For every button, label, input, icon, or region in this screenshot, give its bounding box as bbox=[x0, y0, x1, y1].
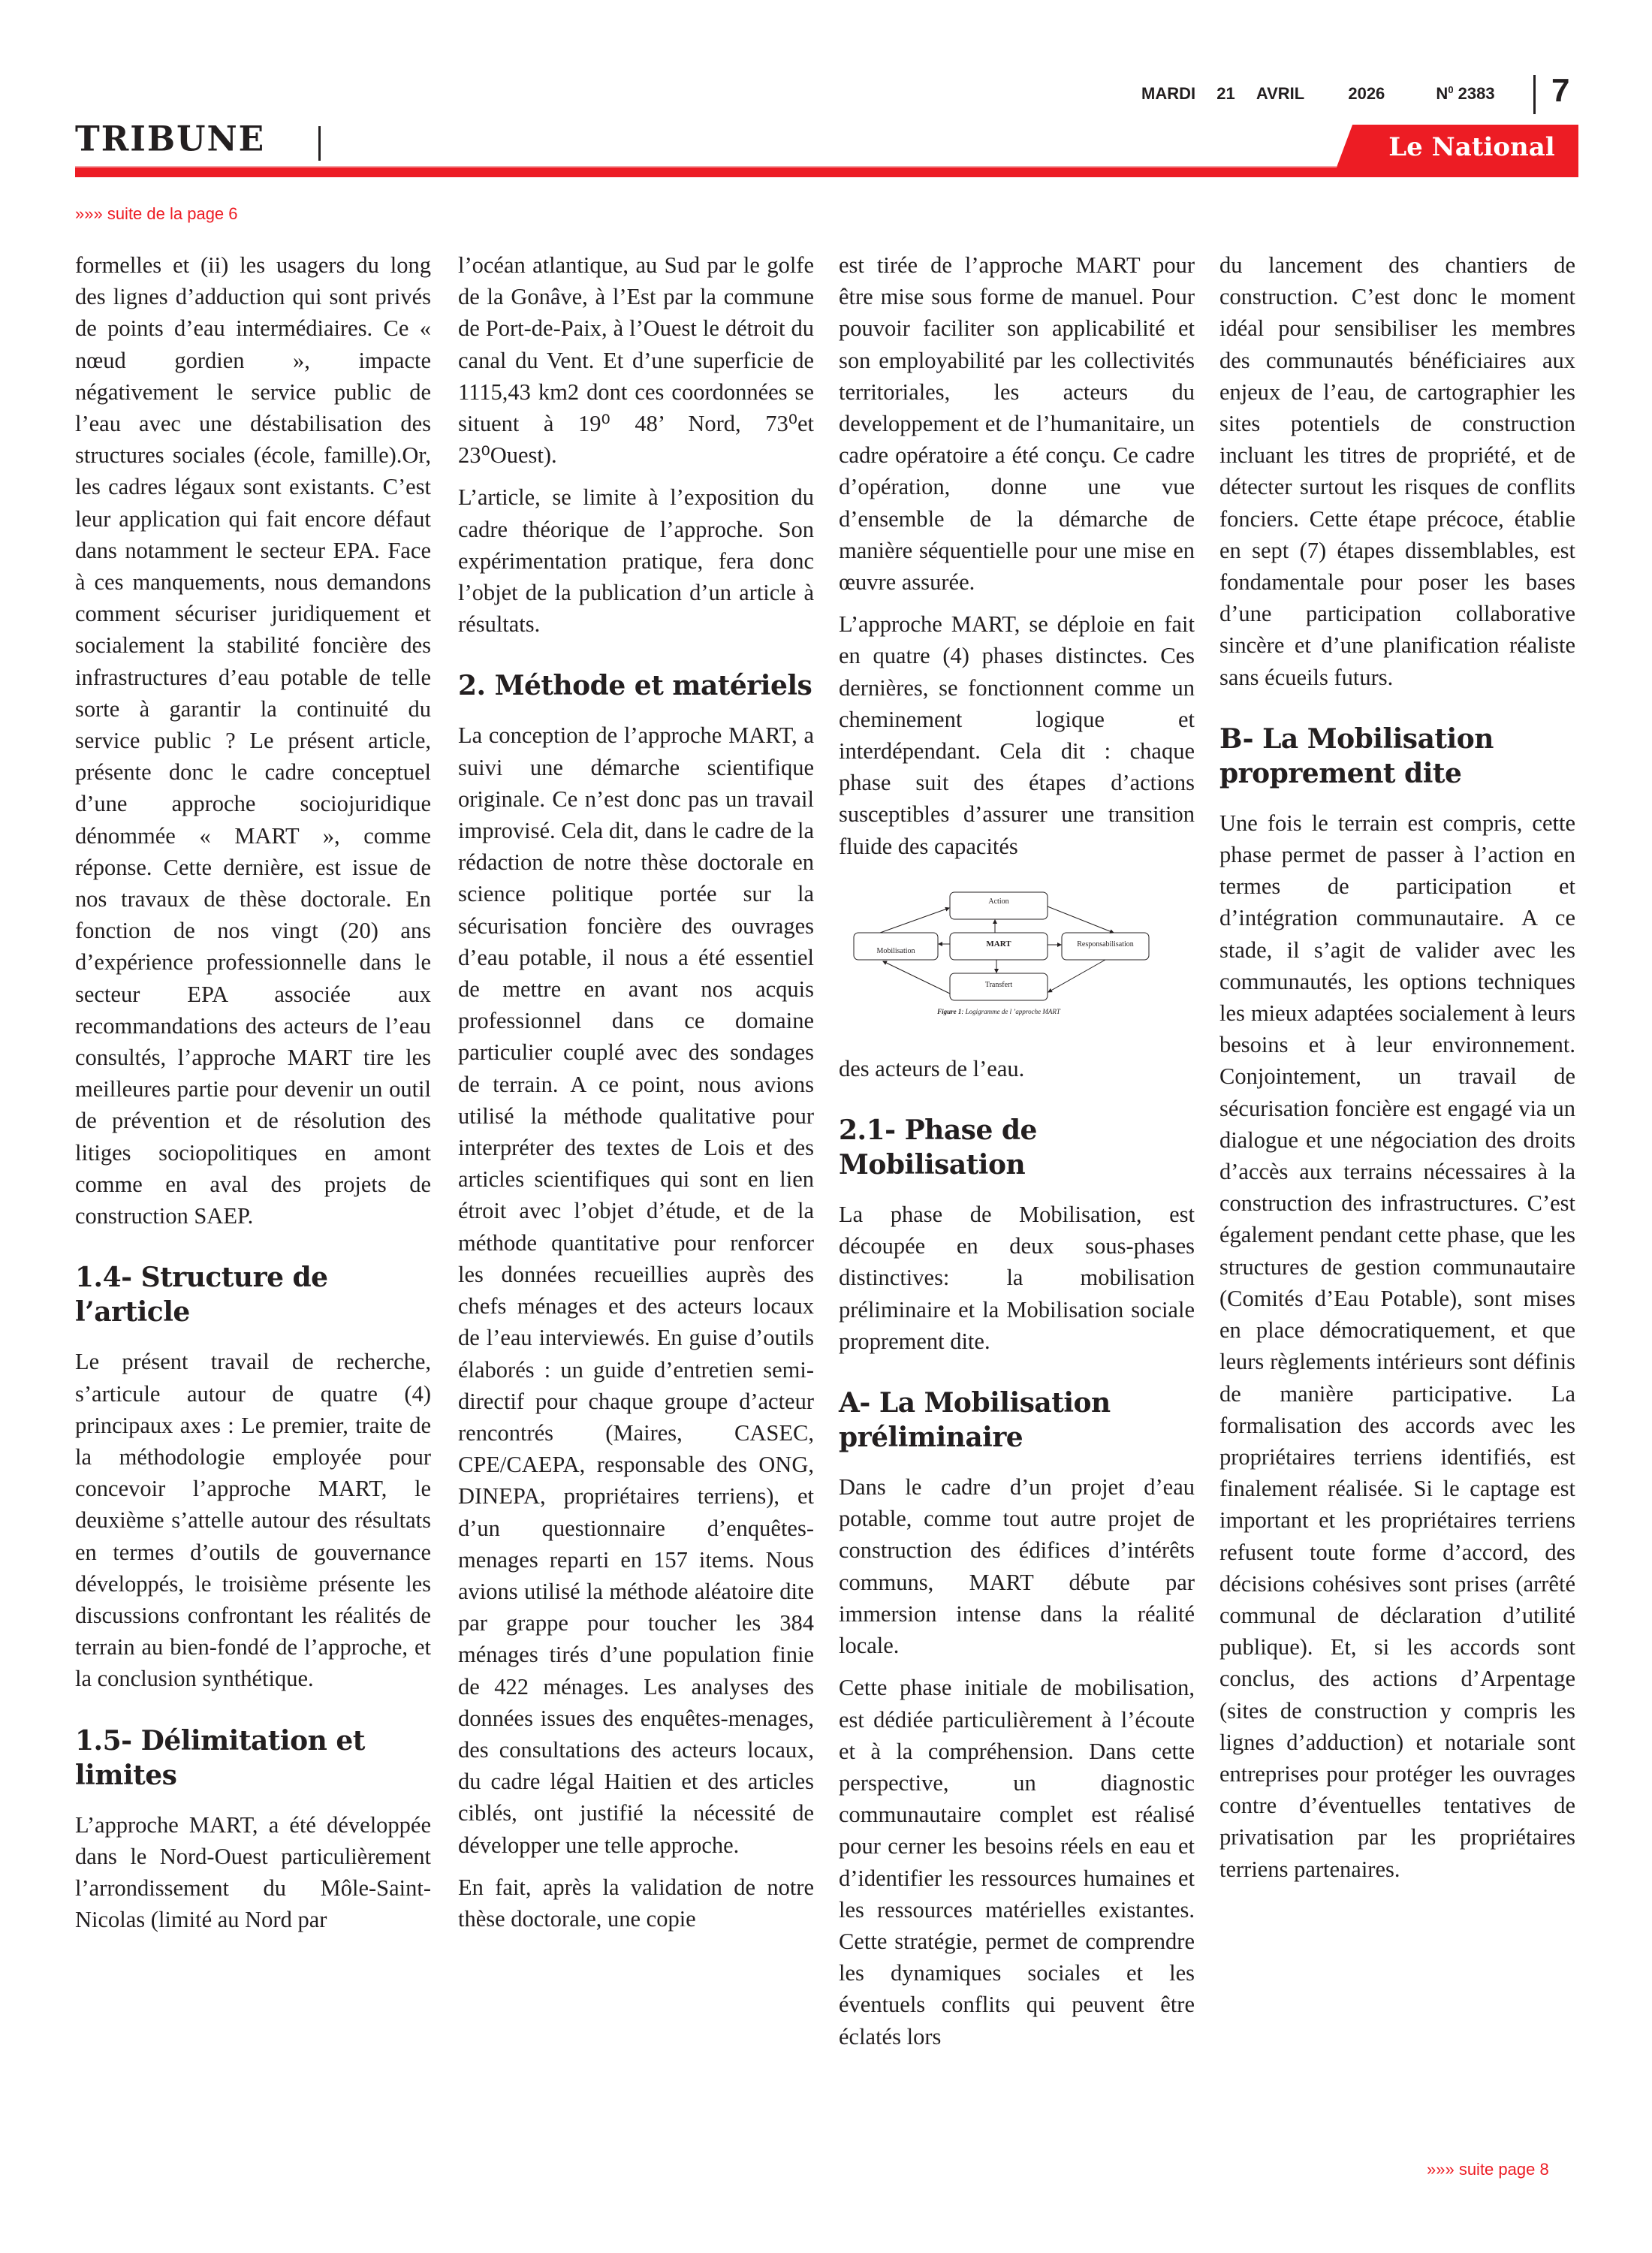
paragraph: L’approche MART, a été développée dans le Nord-Ouest particulièrement l’arrondissement du Môle-Saint-Nicolas (limité au Nord par bbox=[75, 1811, 431, 1933]
issue-day: MARDI bbox=[1141, 84, 1196, 103]
continued-from-link[interactable]: »»» suite de la page 6 bbox=[75, 204, 238, 223]
node-responsabilisation-label: Responsabilisation bbox=[1077, 940, 1134, 949]
node-action bbox=[950, 892, 1048, 919]
mart-flow-diagram bbox=[839, 877, 1195, 1027]
node-action-label: Action bbox=[988, 897, 1009, 906]
issue-date: 21 bbox=[1216, 84, 1235, 103]
arrow-responsabilisation-to-transfert bbox=[1048, 960, 1105, 992]
arrow-transfert-to-mobilisation bbox=[883, 961, 950, 994]
node-transfert-label: Transfert bbox=[984, 980, 1013, 989]
paragraph: du lancement des chantiers de construction. C’est donc le moment idéal pour sensibiliser les membres des communautés bénéficiaires aux enjeux de l’eau, de cartographier les sites potentiels de construction incluant les titres de propriété, et de détecter surtout les risques de conflits fonciers. Cette étape précoce, établie en sept (7) étapes dissemblables, est fondamentale pour poser les bases d’une participation collaborative sincère et d’une planification réaliste sans écueils futurs. bbox=[1219, 252, 1575, 690]
page-number: 7 bbox=[1551, 72, 1570, 109]
paragraph: l’océan atlantique, au Sud par le golfe de la Gonâve, à l’Est par la commune de Port-de-Paix, à l’Ouest le détroit du canal du Vent. Et d’une superficie de 1115,43 km2 dont ces coordonnées se situent à 19⁰ 48’ Nord, 73⁰et 23⁰Ouest). bbox=[458, 252, 814, 469]
section-heading: 1.5- Délimitation et limites bbox=[75, 1724, 365, 1791]
arrow-action-to-responsabilisation bbox=[1048, 906, 1114, 933]
node-mobilisation-label: Mobilisation bbox=[876, 946, 915, 955]
paragraph: des acteurs de l’eau. bbox=[839, 1055, 1025, 1081]
section-heading: 1.4- Structure de l’article bbox=[75, 1262, 328, 1329]
paragraph: Cette phase initiale de mobilisation, est dédiée particulièrement à l’écoute et à la compréhension. Dans cette perspective, un diagnostic communautaire complet est réalisé pour cerner les besoins réels en eau et d’identifier les ressources humaines et les ressources matérielles existantes. Cette stratégie, permet de comprendre les dynamiques sociales et les éventuels conflits qui peuvent être éclatés lors bbox=[839, 1675, 1195, 2049]
issue-year: 2026 bbox=[1348, 84, 1385, 103]
figure-caption: Figure 1: Logigramme de l ’approche MART bbox=[937, 1007, 1060, 1015]
article-column-3 bbox=[839, 249, 1195, 2063]
paragraph: Dans le cadre d’un projet d’eau potable, comme tout autre projet de construction des édifices d’intérêts communs, MART débute par immersion intense dans la réalité locale. bbox=[839, 1474, 1195, 1659]
section-heading: A- La Mobilisation préliminaire bbox=[839, 1387, 1111, 1454]
paragraph: est tirée de l’approche MART pour être mise sous forme de manuel. Pour pouvoir faciliter son applicabilité et son employabilité par les collectivités territoriales, les acteurs du developpement et de l’humanitaire, un cadre opératoire a été conçu. Ce cadre d’opération, donne une vue d’ensemble de la démarche de manière séquentielle pour une mise en œuvre assurée. bbox=[839, 252, 1195, 596]
paragraph: L’approche MART, se déploie en fait en quatre (4) phases distinctes. Ces dernières, se fonctionnent comme un cheminement logique et interdépendant. Cela dit : chaque phase suit des étapes d’actions susceptibles d’assurer une transition fluide des capacités bbox=[839, 611, 1195, 859]
arrow-mobilisation-to-action bbox=[880, 908, 949, 933]
section-title-divider bbox=[318, 126, 321, 161]
issue-meta bbox=[1141, 84, 1495, 104]
article-column-1 bbox=[75, 249, 431, 1946]
newspaper-name: Le National bbox=[1388, 132, 1555, 162]
paragraph: L’article, se limite à l’exposition du cadre théorique de l’approche. Son expérimentation pratique, fera donc l’objet de la publication d’un article à résultats. bbox=[458, 484, 814, 638]
section-heading: 2. Méthode et matériels bbox=[458, 670, 812, 702]
paragraph: Le présent travail de recherche, s’articule autour de quatre (4) principaux axes : Le premier, traite de la méthodologie employée pour concevoir l’approche MART, le deuxième s’attelle autour des résultats en termes d’outils de gouvernance développés, le troisième présente les discussions confrontant les réalités de terrain au bien-fondé de l’approche, et la conclusion synthétique. bbox=[75, 1349, 431, 1692]
article-column-2 bbox=[458, 249, 814, 1945]
node-mobilisation bbox=[854, 933, 938, 960]
paragraph: Une fois le terrain est compris, cette phase permet de passer à l’action en termes de participation et d’intégration communautaire. A ce stade, il s’agit de valider avec les communautés, les options techniques les mieux adaptées socialement à leurs besoins et à leur environnement. Conjointement, un travail de sécurisation foncière est engagé via un dialogue et une négociation des droits d’accès aux terrains nécessaires à la construction des infrastructures. C’est également pendant cette phase, que les structures de gestion communautaire (Comités d’Eau Potable), sont mises en place démocratiquement, et que leurs règlements intérieurs sont définis de manière participative. La formalisation des accords avec les propriétaires terriens identifiés, est finalement réalisée. Si le captage est important et les propriétaires terriens refusent toute forme d’accord, des décisions cohésives sont prises (arrêté communal de déclaration d’utilité publique). Et, si les accords sont conclus, des actions d’Arpentage (sites de construction y compris les lignes d’adduction) et notariale sont entreprises pour protéger les ouvrages contre d’éventuelles tentatives de privatisation par les propriétaires terriens partenaires. bbox=[1219, 810, 1575, 1882]
issue-number: $N^0$ 2383 bbox=[1436, 84, 1495, 103]
paragraph: La phase de Mobilisation, est découpée en deux sous-phases distinctives: la mobilisation préliminaire et la Mobilisation sociale proprement dite. bbox=[839, 1202, 1195, 1354]
issue-month: AVRIL bbox=[1256, 84, 1305, 103]
article-column-4 bbox=[1219, 249, 1575, 1896]
section-title: TRIBUNE bbox=[75, 119, 266, 160]
paragraph: En fait, après la validation de notre thèse doctorale, une copie bbox=[458, 1874, 814, 1932]
section-heading: B- La Mobilisation proprement dite bbox=[1219, 722, 1494, 789]
continued-next-link[interactable]: »»» suite page 8 bbox=[1427, 2160, 1549, 2179]
section-heading: 2.1- Phase de Mobilisation bbox=[839, 1114, 1037, 1181]
paragraph: La conception de l’approche MART, a suivi une démarche scientifique originale. Ce n’est donc pas un travail improvisé. Cela dit, dans le cadre de la rédaction de notre thèse doctorale en science politique portée sur la sécurisation foncière des ouvrages d’eau potable, il nous a été essentiel de mettre en avant nos acquis professionnel dans ce domaine particulier couplé avec des sondages de terrain. A ce point, nous avions utilisé la méthode qualitative pour interpréter des textes de Lois et des articles scientifiques qui sont en lien étroit avec l’objet d’étude, et de la méthode quantitative pour renforcer les données recueillies auprès des chefs ménages et des acteurs locaux de l’eau interviewés. En guise d’outils élaborés : un guide d’entretien semi-directif pour chaque groupe d’acteur rencontrés (Maires, CASEC, CPE/CAEPA, responsable des ONG, DINEPA, propriétaires terriens), et d’un questionnaire d’enquêtes-menages reparti en 157 items. Nous avions utilisé la méthode aléatoire dite par grappe pour toucher les 384 ménages tirés d’une population finie de 422 ménages. Les analyses des données issues des enquêtes-menages, des consultations des acteurs locaux, du cadre légal Haitien et des articles ciblés, ont justifié la nécessité de développer une telle approche. bbox=[458, 722, 814, 1858]
page-number-divider bbox=[1533, 75, 1536, 114]
node-mart-label: MART bbox=[986, 939, 1011, 949]
paragraph: formelles et (ii) les usagers du long des lignes d’adduction qui sont privés de points d’eau intermédiaires. Ce « nœud gordien », impacte négativement le service public de l’eau avec une déstabilisation des structures sociales (école, famille).Or, les cadres légaux sont existants. C’est leur application qui fait encore défaut dans notamment le secteur EPA. Face à ces manquements, nous demandons comment sécuriser juridiquement et socialement la stabilité foncière des infrastructures d’eau potable de telle sorte à garantir la continuité du service public ? Le présent article, présente donc le cadre conceptuel d’une approche sociojuridique dénommée « MART », comme réponse. Cette dernière, est issue de nos travaux de thèse doctorale. En fonction de nos vingt (20) ans d’expérience professionnelle dans le secteur EPA associée aux recommandations des acteurs de l’eau consultés, l’approche MART tire les meilleures partie pour devenir un outil de prévention et de résolution des litiges sociopolitiques en amont comme en aval des projets de construction SAEP. bbox=[75, 252, 431, 1229]
